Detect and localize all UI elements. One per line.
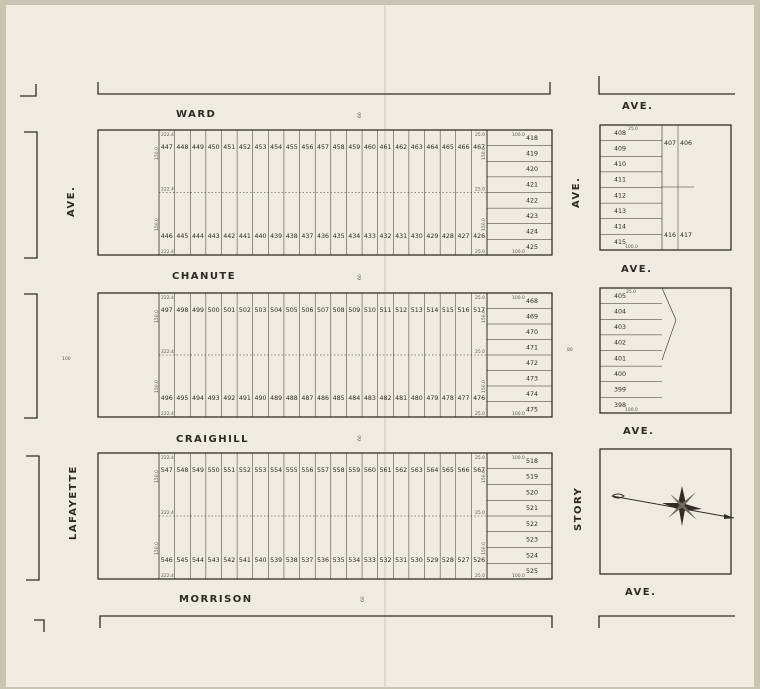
street-label-chanute: CHANUTE	[172, 271, 237, 282]
block2-lot-label: 505	[285, 307, 298, 314]
block1-lot-label: 466	[457, 144, 470, 151]
block2-lot-label: 494	[192, 395, 205, 402]
block1-lot-label: 456	[301, 144, 314, 151]
block3-lot-label: 531	[395, 557, 408, 564]
block3-lot-label: 537	[301, 557, 314, 564]
block1-dim-lot-width: 25.0	[475, 133, 486, 138]
block2-lot-label: 495	[176, 395, 189, 402]
east-block2-dim: 100.0	[625, 408, 638, 413]
block1-lot-label: 426	[473, 233, 486, 240]
block2-lot-label: 483	[363, 395, 376, 402]
street-label-lafayette: LAFAYETTE	[68, 465, 79, 540]
block2-lot-label: 510	[363, 307, 376, 314]
east-block1-lot-label: 411	[613, 176, 627, 184]
block1-lot-label: 438	[285, 233, 298, 240]
east-block2-lot-label: 400	[613, 370, 627, 378]
block2-lot-label: 514	[426, 307, 439, 314]
block1-east-lot-label: 420	[525, 166, 539, 174]
block1-lot-label: 453	[254, 144, 267, 151]
block2-dim-half: 150.0	[482, 380, 487, 393]
block1-lot-label: 460	[363, 144, 376, 151]
block3-lot-label: 534	[348, 557, 361, 564]
block1-lot-label: 454	[270, 144, 283, 151]
east-block1-lot-label: 406	[679, 140, 693, 147]
block1-east-lot-label: 418	[525, 134, 539, 142]
street-label-ave-craighill: AVE.	[623, 426, 655, 437]
block1-lot-label: 465	[441, 144, 454, 151]
block1-lot-label: 430	[410, 233, 423, 240]
block1-lot-label: 446	[160, 233, 173, 240]
block2-lot-label: 509	[348, 307, 361, 314]
block3-lot-label: 563	[410, 467, 423, 474]
street-label-ave-ward: AVE.	[622, 101, 654, 112]
block1-lot-label: 447	[160, 144, 173, 151]
block1-dim-lot-width: 25.0	[475, 187, 486, 193]
block3-lot-label: 554	[270, 467, 283, 474]
block3-lot-label: 535	[332, 557, 345, 564]
block2-dim-depth: 100.0	[512, 412, 525, 417]
block3-dim-depth: 100.0	[512, 456, 525, 461]
block1-lot-label: 436	[316, 233, 330, 240]
block3-dim-half: 150.0	[155, 470, 160, 483]
block2-dim-depth: 100.0	[512, 296, 525, 301]
block1-east-lot-label: 422	[525, 197, 539, 205]
street-label-ave-chanute: AVE.	[621, 264, 653, 275]
block3-lot-label: 558	[332, 467, 345, 474]
block1-dim-depth: 100.0	[512, 133, 525, 138]
block2-dim-corner: 222.4	[161, 296, 174, 301]
block3-dim-half: 150.0	[482, 470, 487, 483]
block1-lot-label: 444	[192, 233, 205, 240]
block2-lot-label: 498	[176, 307, 189, 314]
block2-lot-label: 507	[316, 307, 330, 314]
block2-lot-label: 482	[379, 395, 392, 402]
block1-lot-label: 433	[363, 233, 376, 240]
street-label-ave-lafayette: AVE.	[66, 185, 77, 217]
street-label-ward: WARD	[176, 109, 217, 120]
block3-lot-label: 545	[176, 557, 189, 564]
block3-lot-label: 547	[160, 467, 173, 474]
block2-lot-label: 513	[410, 307, 423, 314]
block3-lot-label: 540	[254, 557, 267, 564]
block1-lot-label: 429	[426, 233, 439, 240]
east-block2-lot-label: 399	[613, 386, 627, 394]
block3-lot-label: 557	[316, 467, 330, 474]
block3-lot-label: 529	[426, 557, 439, 564]
block1-lot-label: 445	[176, 233, 189, 240]
block2-east-lot-label: 468	[525, 297, 539, 305]
block1-lot-label: 437	[301, 233, 314, 240]
east-block1-lot-label: 408	[613, 129, 627, 137]
block3-east-lot-label: 520	[525, 489, 539, 497]
block2-east-lot-label: 474	[525, 390, 539, 398]
block2-lot-label: 499	[192, 307, 205, 314]
block2-lot-label: 500	[207, 307, 220, 314]
block2-dim-lot-width: 25.0	[475, 350, 486, 355]
block2-lot-label: 477	[457, 395, 470, 402]
block1-lot-label: 432	[379, 233, 392, 240]
block3-lot-label: 527	[457, 557, 470, 564]
block1-east-lot-label: 423	[525, 212, 539, 220]
block2-lot-label: 479	[426, 395, 439, 402]
block2-lot-label: 511	[379, 307, 392, 314]
block2-lot-label: 486	[316, 395, 330, 402]
block3-lot-label: 542	[223, 557, 236, 564]
width-morrison: 60	[361, 596, 366, 602]
block3-dim-lot-width: 25.0	[475, 574, 486, 579]
block2-lot-label: 508	[332, 307, 345, 314]
block2-lot-label: 501	[223, 307, 236, 314]
block1-lot-label: 458	[332, 144, 345, 151]
block3-east-lot-label: 519	[525, 473, 539, 481]
block2-lot-label: 488	[285, 395, 298, 402]
block3-lot-label: 556	[301, 467, 314, 474]
block1-east-lot-label: 421	[525, 181, 539, 189]
block1-lot-label: 464	[426, 144, 439, 151]
block1-lot-label: 449	[192, 144, 205, 151]
block2-lot-label: 492	[223, 395, 236, 402]
street-label-ave-story: AVE.	[571, 176, 582, 208]
block2-dim-half: 150.0	[155, 310, 160, 323]
block3-lot-label: 546	[160, 557, 173, 564]
block3-dim-corner: 222.4	[161, 456, 174, 461]
block2-lot-label: 484	[348, 395, 361, 402]
block1-lot-label: 441	[238, 233, 251, 240]
block3-lot-label: 530	[410, 557, 423, 564]
block1-lot-label: 428	[441, 233, 454, 240]
block2-lot-label: 517	[473, 307, 486, 314]
street-label-morrison: MORRISON	[179, 594, 253, 605]
block2-lot-label: 512	[395, 307, 408, 314]
width-lafayette: 100	[62, 357, 71, 362]
block2-east-lot-label: 475	[525, 406, 539, 414]
block1-east-lot-label: 425	[525, 244, 539, 252]
block1-lot-label: 455	[285, 144, 298, 151]
block1-lot-label: 435	[332, 233, 345, 240]
block3-east-lot-label: 523	[525, 536, 539, 544]
east-block1-dim: 25.0	[628, 127, 639, 132]
block3-dim-half: 150.0	[482, 542, 487, 555]
block2-lot-label: 487	[301, 395, 314, 402]
block3-lot-label: 550	[207, 467, 220, 474]
width-craighill: 60	[358, 435, 363, 441]
block2-lot-label: 497	[160, 307, 173, 314]
block3-lot-label: 561	[379, 467, 392, 474]
block2-lot-label: 515	[441, 307, 454, 314]
width-ward: 60	[358, 112, 363, 118]
block3-east-lot-label: 521	[525, 505, 539, 513]
block3-lot-label: 555	[285, 467, 298, 474]
block1-lot-label: 459	[348, 144, 361, 151]
block2-lot-label: 476	[473, 395, 486, 402]
block3-lot-label: 533	[363, 557, 376, 564]
block2-east-lot-label: 470	[525, 328, 539, 336]
block3-lot-label: 552	[238, 467, 251, 474]
block1-lot-label: 463	[410, 144, 423, 151]
block2-lot-label: 504	[270, 307, 283, 314]
block3-lot-label: 544	[192, 557, 205, 564]
block1-lot-label: 450	[207, 144, 220, 151]
block1-dim-depth: 100.0	[512, 250, 525, 255]
block2-dim-half: 150.0	[155, 380, 160, 393]
block1-lot-label: 462	[395, 144, 408, 151]
block3-lot-label: 539	[270, 557, 283, 564]
block1-lot-label: 440	[254, 233, 267, 240]
street-label-craighill: CRAIGHILL	[176, 434, 250, 445]
block3-lot-label: 526	[473, 557, 486, 564]
east-block1-lot-label: 417	[679, 232, 693, 239]
block3-lot-label: 541	[238, 557, 251, 564]
block1-lot-label: 451	[223, 144, 236, 151]
block1-lot-label: 457	[316, 144, 330, 151]
block1-lot-label: 434	[348, 233, 361, 240]
block3-lot-label: 543	[207, 557, 220, 564]
block1-dim-lot-width: 25.0	[475, 250, 486, 255]
block1-lot-label: 442	[223, 233, 236, 240]
block2-lot-label: 481	[395, 395, 408, 402]
block2-east-lot-label: 472	[525, 359, 539, 367]
block3-lot-label: 565	[441, 467, 454, 474]
block3-lot-label: 549	[192, 467, 205, 474]
block2-dim-half: 150.0	[482, 310, 487, 323]
block2-lot-label: 516	[457, 307, 470, 314]
block2-lot-label: 478	[441, 395, 454, 402]
block3-lot-label: 536	[316, 557, 330, 564]
block3-lot-label: 528	[441, 557, 454, 564]
east-block1-lot-label: 412	[613, 192, 627, 200]
block1-dim-corner: 222.4	[161, 133, 174, 138]
block1-lot-label: 452	[238, 144, 251, 151]
block1-lot-label: 443	[207, 233, 220, 240]
block3-lot-label: 559	[348, 467, 361, 474]
block2-lot-label: 489	[270, 395, 283, 402]
width-story: 80	[567, 348, 573, 353]
block2-lot-label: 493	[207, 395, 220, 402]
street-label-story: STORY	[573, 486, 584, 531]
block2-lot-label: 496	[160, 395, 173, 402]
block3-dim-corner: 222.4	[161, 511, 174, 516]
east-block2-lot-label: 398	[613, 402, 627, 410]
block3-dim-corner: 222.4	[161, 574, 174, 579]
block3-east-lot-label: 522	[525, 520, 539, 528]
block1-dim-corner: 222.4	[161, 187, 174, 193]
east-block2-dim: 25.0	[626, 290, 637, 295]
block1-lot-label: 431	[395, 233, 408, 240]
east-block1-dim: 100.0	[625, 245, 638, 250]
block1-dim-half: 150.0	[482, 218, 487, 231]
east-block1-lot-label: 415	[613, 239, 627, 247]
block3-lot-label: 562	[395, 467, 408, 474]
block1-lot-label: 439	[270, 233, 283, 240]
block3-dim-half: 150.0	[155, 542, 160, 555]
block2-east-lot-label: 473	[525, 375, 539, 383]
block2-dim-corner: 222.4	[161, 412, 174, 417]
block3-east-lot-label: 518	[525, 457, 539, 465]
block3-dim-lot-width: 25.0	[475, 456, 486, 461]
block3-lot-label: 553	[254, 467, 267, 474]
block3-dim-depth: 100.0	[512, 574, 525, 579]
east-block1-lot-label: 407	[663, 140, 677, 147]
block1-dim-half: 150.0	[155, 147, 160, 160]
block2-dim-corner: 222.4	[161, 350, 174, 355]
east-block1-lot-label: 413	[613, 207, 627, 215]
block3-lot-label: 551	[223, 467, 236, 474]
block3-lot-label: 564	[426, 467, 439, 474]
east-block1-lot-label: 416	[663, 232, 677, 239]
east-block1-lot-label: 409	[613, 145, 627, 153]
block2-lot-label: 490	[254, 395, 267, 402]
block3-dim-lot-width: 25.0	[475, 511, 486, 516]
block3-lot-label: 548	[176, 467, 189, 474]
block2-lot-label: 503	[254, 307, 267, 314]
block1-dim-corner: 222.4	[161, 250, 174, 255]
east-block2-lot-label: 401	[613, 355, 627, 363]
block3-east-lot-label: 524	[525, 552, 539, 560]
east-block2-lot-label: 403	[613, 324, 627, 332]
block3-east-lot-label: 525	[525, 568, 539, 576]
block1-dim-half: 150.0	[482, 147, 487, 160]
east-block2-lot-label: 405	[613, 292, 627, 300]
block2-east-lot-label: 471	[525, 344, 539, 352]
block2-dim-lot-width: 25.0	[475, 412, 486, 417]
block2-dim-lot-width: 25.0	[475, 296, 486, 301]
east-block2-lot-label: 404	[613, 308, 627, 316]
width-chanute: 60	[358, 274, 363, 280]
block1-lot-label: 461	[379, 144, 392, 151]
block1-lot-label: 467	[473, 144, 486, 151]
block2-lot-label: 480	[410, 395, 423, 402]
block1-east-lot-label: 424	[525, 228, 539, 236]
block1-dim-half: 150.0	[155, 218, 160, 231]
block2-lot-label: 491	[238, 395, 251, 402]
block2-east-lot-label: 469	[525, 313, 539, 321]
block3-lot-label: 567	[473, 467, 486, 474]
east-block2-lot-label: 402	[613, 339, 627, 347]
block1-lot-label: 427	[457, 233, 470, 240]
block2-lot-label: 502	[238, 307, 251, 314]
block3-lot-label: 532	[379, 557, 392, 564]
block3-lot-label: 560	[363, 467, 376, 474]
block3-lot-label: 566	[457, 467, 470, 474]
block3-lot-label: 538	[285, 557, 298, 564]
block1-east-lot-label: 419	[525, 150, 539, 158]
east-block1-lot-label: 410	[613, 161, 627, 169]
street-label-ave-morrison: AVE.	[625, 587, 657, 598]
block2-lot-label: 506	[301, 307, 314, 314]
block1-lot-label: 448	[176, 144, 189, 151]
block2-lot-label: 485	[332, 395, 345, 402]
east-block1-lot-label: 414	[613, 223, 627, 231]
